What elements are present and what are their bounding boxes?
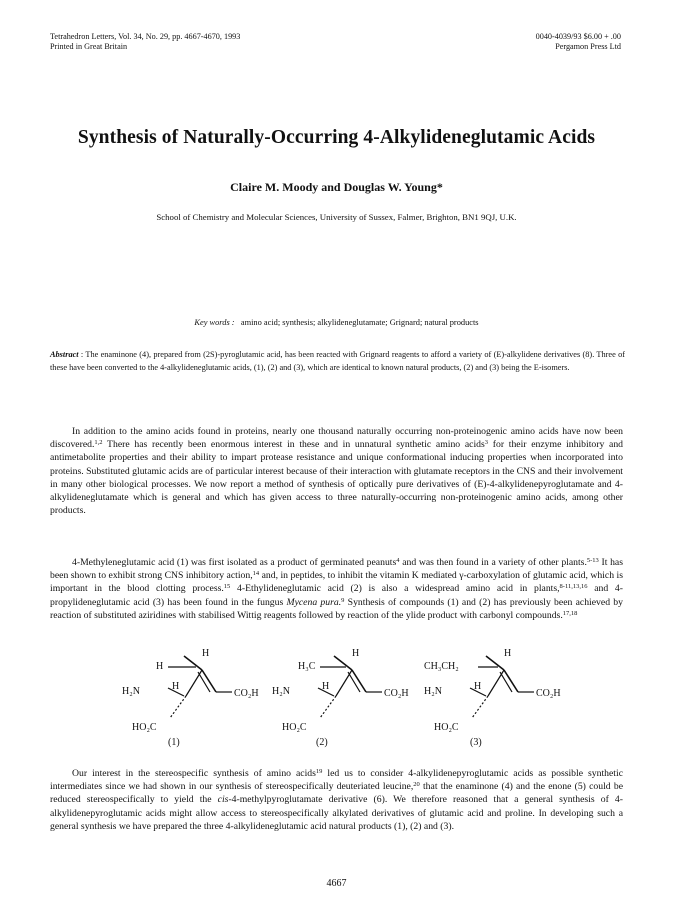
s3-acid-right: CO₂H	[536, 688, 561, 699]
p1-text-a: In addition to the amino acids found in proteins, nearly one thousand naturally occurring non-proteinogenic amino acids have now been discovered.	[50, 426, 623, 451]
body-paragraph-3	[50, 767, 623, 833]
s1-acid-bottom: HO₂C	[132, 722, 157, 733]
p2-text-a: 4-Methyleneglutamic acid (1) was first isolated as a product of germinated peanuts	[72, 557, 397, 568]
s2-alpha-h: H	[322, 681, 330, 692]
p2-text-c: It has been shown to exhibit strong CNS inhibitory action,	[50, 557, 623, 582]
p1-text-c: for their enzyme inhibitory and antimetabolite properties and their ability to impart protease resistance and unique conformational inducing properties when incorporated into proteins. Substituted glutamic acids are of particular interest because of their interaction with glutamate receptors in the CNS and their involvement in many other biological processes. We now report a method of synthesis of optically pure derivatives of (E)-4-alkylidenepyroglutamate and 4-alkylideneglutamate which is general and which has given access to three naturally-occurring non-proteinogenic amino acids, among other products.	[50, 439, 624, 517]
s2-amine: H₂N	[272, 686, 290, 697]
abstract-label: Abstract	[50, 350, 79, 359]
structure-1	[120, 648, 270, 743]
page-number: 4667	[326, 878, 347, 889]
abstract-text: : The enaminone (4), prepared from (2S)-pyroglutamic acid, has been reacted with Grignard reagents to afford a variety of (E)-alkylidene derivatives (8). Three of these have been converted to the 4-alkylideneglutamic acids, (1), (2) and (3), which are identical to known natural products, (2) and (3) being the E-isomers.	[50, 350, 625, 373]
p2-text-g: Synthesis of compounds (1) and (2) has previously been achieved by reaction of substituted aziridines with stabilised Wittig reagents followed by reaction of the ylide product with carbonyl compounds.	[50, 596, 623, 621]
ref-3: 3	[484, 439, 489, 447]
ref-20: 20	[413, 781, 420, 789]
issn-code: 0040-4039/93 $6.00 + .00	[535, 32, 621, 41]
s3-top-right: H	[504, 648, 512, 659]
s2-acid-right: CO₂H	[384, 688, 409, 699]
body-paragraph-2	[50, 556, 623, 622]
s3-amine: H₂N	[424, 686, 442, 697]
p3-text-c: that the enaminone (4) and the enone (5) could be reduced stereospecifically to yield the	[50, 781, 623, 806]
abstract	[50, 348, 625, 375]
body-paragraph-1	[50, 425, 623, 517]
structure-1-label: (1)	[168, 737, 180, 748]
s1-top-left: H	[156, 661, 164, 672]
structure-2	[270, 648, 420, 743]
journal-citation: Tetrahedron Letters, Vol. 34, No. 29, pp. 4667-4670, 1993	[50, 32, 241, 41]
s1-alpha-h: H	[172, 681, 180, 692]
structure-3-drawing	[420, 648, 580, 738]
ref-9: 9	[341, 596, 345, 604]
s3-alpha-h: H	[474, 681, 482, 692]
affiliation: School of Chemistry and Molecular Sciences, University of Sussex, Falmer, Brighton, BN1 9QJ, U.K.	[156, 212, 517, 222]
ref-5-13: 5-13	[586, 557, 599, 564]
ref-1-2: 1,2	[94, 439, 103, 447]
structure-3-label: (3)	[470, 737, 482, 748]
structure-3	[420, 648, 580, 743]
p1-text-b: There has recently been enormous interest in these and in unnatural synthetic amino acids	[102, 439, 485, 451]
ref-4: 4	[396, 557, 400, 564]
author-list: Claire M. Moody and Douglas W. Young*	[230, 180, 443, 194]
ref-17-18: 17,18	[562, 609, 578, 617]
p2-text-f: and 4-propylideneglutamic acid (3) has been found in the fungus	[50, 583, 623, 608]
ref-15: 15	[223, 583, 231, 591]
p3-text-a: Our interest in the stereospecific synthesis of amino acids	[72, 768, 316, 779]
printed-location: Printed in Great Britain	[50, 42, 128, 51]
publisher: Pergamon Press Ltd	[555, 42, 621, 51]
keywords	[0, 318, 673, 327]
s2-top-left: H₃C	[298, 661, 316, 672]
structure-1-drawing	[120, 648, 270, 738]
cis-term: cis	[217, 794, 229, 806]
s3-top-left: CH₃CH₂	[424, 661, 459, 672]
structure-2-label: (2)	[316, 737, 328, 748]
p2-text-b: and was then found in a variety of other plants.	[399, 557, 587, 568]
s2-acid-bottom: HO₂C	[282, 722, 307, 733]
structure-2-drawing	[270, 648, 420, 738]
s3-acid-bottom: HO₂C	[434, 722, 459, 733]
s1-amine: H₂N	[122, 686, 140, 697]
p3-text-d: -4-methylpyroglutamate derivative (6). We therefore reasoned that a general synthesis of 4-alkylidenepyroglutamic acids might allow access to stereospecifically alkylated derivatives of glutamic acid and proline. In developing such a general synthesis we have prepared the three 4-alkylideneglutamic acid natural products (1), (2) and (3).	[50, 794, 623, 832]
keywords-text: amino acid; synthesis; alkylideneglutamate; Grignard; natural products	[240, 318, 479, 327]
ref-19: 19	[315, 768, 323, 775]
ref-14: 14	[252, 570, 260, 578]
s1-top-right: H	[202, 648, 210, 659]
s2-top-right: H	[352, 648, 360, 659]
s1-acid-right: CO₂H	[234, 688, 259, 699]
keywords-label: Key words :	[194, 318, 235, 327]
species-name: Mycena pura.	[286, 596, 342, 608]
p3-text-b: led us to consider 4-alkylidenepyroglutamic acids as possible synthetic intermediates since we had shown in our synthesis of stereospecifically deuteriated leucine,	[50, 768, 623, 793]
p2-text-e: 4-Ethylideneglutamic acid (2) is also a widespread amino acid in plants,	[230, 583, 560, 595]
paper-title: Synthesis of Naturally-Occurring 4-Alkylideneglutamic Acids	[77, 127, 596, 148]
journal-header-left	[50, 32, 240, 52]
p2-text-d: and, in peptides, to inhibit the vitamin K mediated γ-carboxylation of glutamic acid, which is important in the blood clotting process.	[50, 570, 623, 595]
ref-8-16: 8-11,13,16	[559, 583, 588, 591]
journal-header-right	[536, 32, 621, 52]
